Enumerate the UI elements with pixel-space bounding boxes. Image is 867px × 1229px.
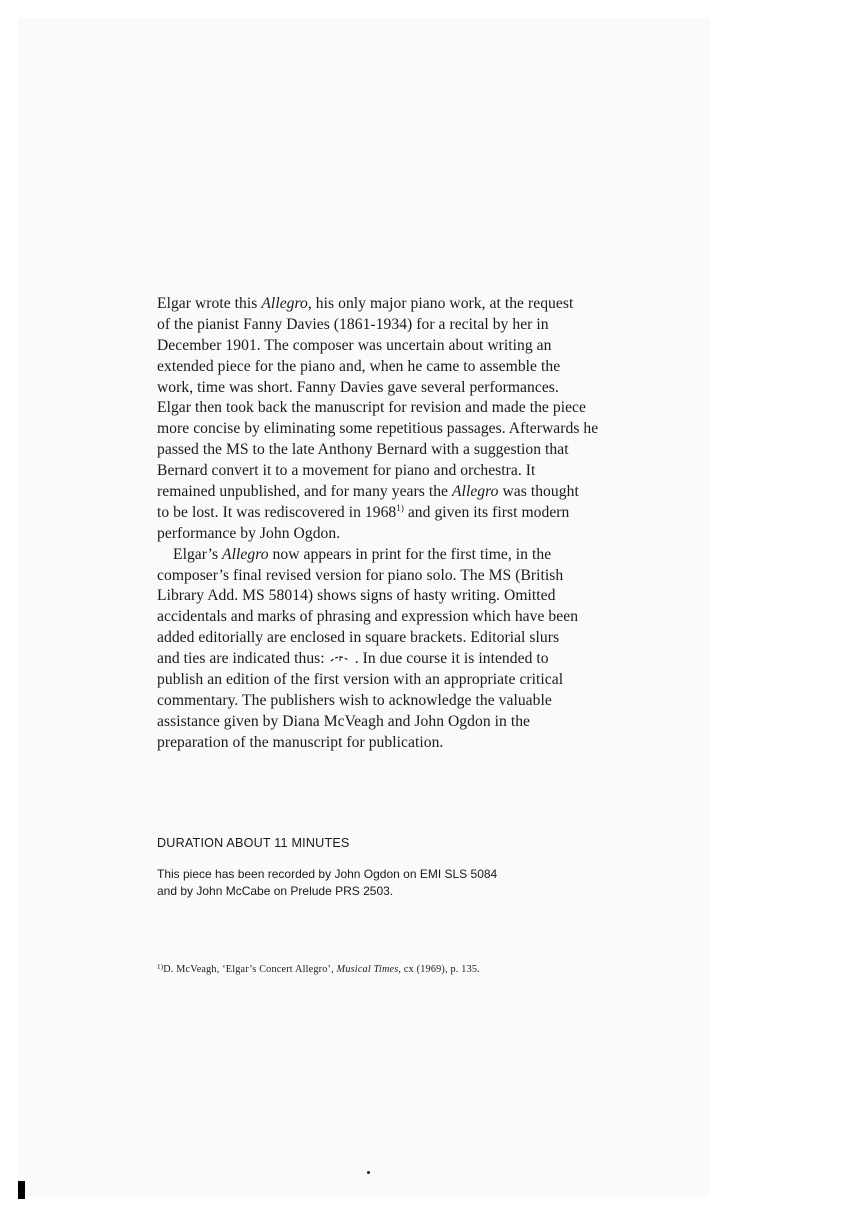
- preface-line: Elgar then took back the manuscript for revision and made the piece: [157, 399, 586, 417]
- preface-line: Elgar’s Allegro now appears in print for the first time, in the: [173, 545, 552, 563]
- dashed-slur-icon: [329, 652, 351, 664]
- preface-line: performance by John Ogdon.: [157, 524, 341, 542]
- preface-line: Bernard convert it to a movement for piano and orchestra. It: [157, 462, 536, 480]
- footnote: $^{1)}$D. McVeagh, ‘Elgar’s Concert Allegro’, Musical Times, cx (1969), p. 135.: [157, 963, 480, 975]
- preface-line: accidentals and marks of phrasing and expression which have been: [157, 608, 579, 626]
- preface-line: Elgar wrote this Allegro, his only major piano work, at the request: [157, 295, 574, 312]
- preface-line: assistance given by Diana McVeagh and John Ogdon in the: [157, 712, 531, 730]
- preface-line: commentary. The publishers wish to acknowledge the valuable: [157, 691, 552, 709]
- preface-line: to be lost. It was rediscovered in 1968$^{1)}$ and given its first modern: [157, 502, 570, 521]
- preface-line: added editorially are enclosed in square brackets. Editorial slurs: [157, 629, 560, 647]
- page-dot: [367, 1171, 370, 1174]
- preface-line: publish an edition of the first version with an appropriate critical: [157, 671, 564, 689]
- preface-line: of the pianist Fanny Davies (1861-1934) for a recital by her in: [157, 315, 549, 333]
- scan-edge-mark: [18, 1181, 25, 1199]
- preface-line: and ties are indicated thus: . In due course it is intended to: [157, 650, 549, 668]
- preface-line: Library Add. MS 58014) shows signs of hasty writing. Omitted: [157, 587, 556, 605]
- preface-line: extended piece for the piano and, when he came to assemble the: [157, 357, 561, 375]
- recording-line: This piece has been recorded by John Ogdon on EMI SLS 5084: [157, 867, 498, 881]
- preface-line: passed the MS to the late Anthony Bernard with a suggestion that: [157, 441, 569, 459]
- recording-line: and by John McCabe on Prelude PRS 2503.: [157, 883, 394, 898]
- footnote-reference: 1): [396, 502, 404, 513]
- preface-line: preparation of the manuscript for publication.: [157, 733, 444, 751]
- footnote-number: 1): [157, 963, 164, 971]
- preface-line: more concise by eliminating some repetitious passages. Afterwards he: [157, 420, 599, 438]
- duration-heading: DURATION ABOUT 11 MINUTES: [157, 836, 350, 850]
- recording-note: [157, 866, 497, 899]
- preface-line: composer’s final revised version for piano solo. The MS (British: [157, 566, 564, 584]
- preface-line: December 1901. The composer was uncertain about writing an: [157, 336, 552, 354]
- preface-line: work, time was short. Fanny Davies gave several performances.: [157, 378, 559, 396]
- preface-text: [157, 294, 697, 754]
- preface-line: remained unpublished, and for many years the Allegro was thought: [157, 483, 579, 501]
